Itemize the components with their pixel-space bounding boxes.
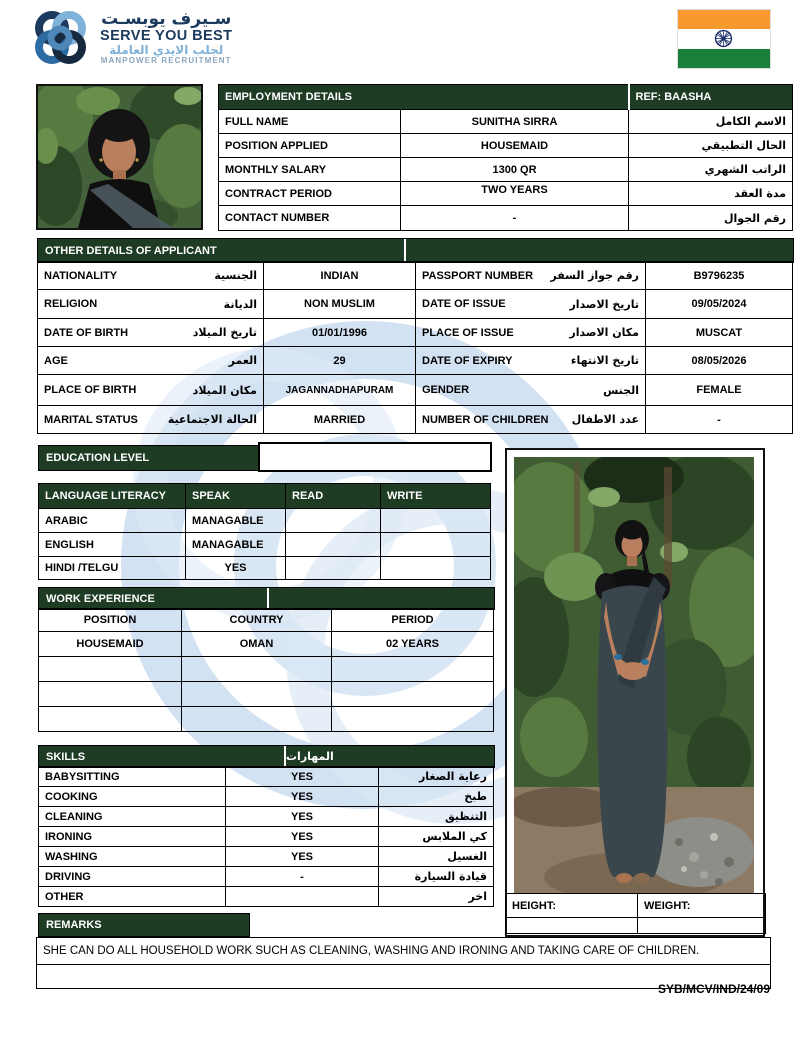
table-row (39, 847, 494, 867)
read-value (286, 557, 381, 580)
table-row (38, 347, 793, 375)
skills-header (38, 745, 495, 768)
table-row (39, 767, 494, 787)
table-row (39, 807, 494, 827)
field-value: B9796235 (646, 262, 793, 290)
field-value: 01/01/1996 (264, 319, 416, 347)
table-row (39, 657, 494, 682)
skills-title-arabic: المهارات (286, 750, 334, 763)
skill-label-arabic: قيادة السيارة (379, 867, 494, 887)
column-header: WRITE (381, 484, 491, 509)
skill-label-arabic: طبخ (379, 787, 494, 807)
agency-name-english: SERVE YOU BEST (100, 27, 233, 44)
table-row (219, 110, 793, 134)
skill-label: WASHING (39, 847, 226, 867)
employment-details-table (218, 84, 793, 231)
other-details-title: OTHER DETAILS OF APPLICANT (38, 239, 406, 262)
education-level-title: EDUCATION LEVEL (38, 445, 260, 471)
field-label: DATE OF EXPIRY (422, 354, 513, 367)
table-header-row (39, 609, 494, 632)
country-value (182, 682, 332, 707)
speak-value: MANAGABLE (186, 533, 286, 557)
skill-label: COOKING (39, 787, 226, 807)
field-label-arabic: رقم الجوال (629, 206, 793, 231)
field-label-arabic: الحال التطبيقي (629, 134, 793, 158)
weight-label: WEIGHT: (638, 894, 766, 918)
agency-tagline-english: MANPOWER RECRUITMENT (100, 55, 232, 65)
read-value (286, 533, 381, 557)
field-label: GENDER (422, 384, 470, 396)
field-value: 09/05/2024 (646, 290, 793, 319)
skill-label-arabic: اخر (379, 887, 494, 907)
column-header: SPEAK (186, 484, 286, 509)
table-row (38, 290, 793, 319)
skill-value: YES (226, 767, 379, 787)
skill-label: CLEANING (39, 807, 226, 827)
skill-label: OTHER (39, 887, 226, 907)
agency-name-arabic: سـيرف يوبسـت (101, 8, 232, 29)
height-weight-table (505, 893, 766, 934)
field-value: INDIAN (264, 262, 416, 290)
skill-label-arabic: الغسيل (379, 847, 494, 867)
table-row (506, 894, 766, 918)
speak-value: MANAGABLE (186, 509, 286, 533)
field-label: PASSPORT NUMBER (422, 269, 534, 282)
table-row (38, 262, 793, 290)
language-name: ARABIC (39, 509, 186, 533)
language-literacy-table (38, 483, 491, 580)
height-value (506, 918, 638, 934)
skill-label-arabic: التنظيق (379, 807, 494, 827)
field-label-arabic: الجنس (603, 383, 639, 397)
field-label: NUMBER OF CHILDREN (422, 413, 549, 426)
field-label-arabic: رقم جواز السفر (550, 269, 639, 282)
column-header: LANGUAGE LITERACY (39, 484, 186, 509)
skill-label-arabic: كي الملابس (379, 827, 494, 847)
table-row (38, 319, 793, 347)
remarks-text: SHE CAN DO ALL HOUSEHOLD WORK SUCH AS CLEANING, WASHING AND IRONING AND TAKING CARE OF CHILDREN. (37, 938, 771, 965)
field-value: - (401, 206, 629, 231)
agency-tagline-arabic: لجلب الايدي العاملة (109, 43, 224, 58)
table-row (39, 707, 494, 732)
field-value: MARRIED (264, 406, 416, 434)
field-label: CONTACT NUMBER (219, 206, 401, 231)
knot-logo-icon (28, 6, 92, 70)
field-label: PLACE OF BIRTH (44, 384, 137, 396)
field-label-arabic: الاسم الكامل (629, 110, 793, 134)
skill-value: YES (226, 827, 379, 847)
weight-value (638, 918, 766, 934)
period-value (332, 682, 494, 707)
field-label-arabic: تاريخ الميلاد (192, 326, 257, 339)
write-value (381, 533, 491, 557)
table-row (219, 134, 793, 158)
speak-value: YES (186, 557, 286, 580)
field-value: 1300 QR (401, 158, 629, 182)
field-value: FEMALE (646, 375, 793, 406)
position-value (39, 682, 182, 707)
field-label-arabic: تاريخ الاصدار (569, 297, 639, 311)
applicant-fullbody-photo-frame (505, 448, 765, 937)
skill-value: - (226, 867, 379, 887)
applicant-headshot-photo (36, 84, 203, 230)
ashoka-chakra-icon (714, 29, 733, 48)
read-value (286, 509, 381, 533)
field-label-arabic: الراتب الشهري (629, 158, 793, 182)
field-label: NATIONALITY (44, 269, 118, 282)
height-label: HEIGHT: (506, 894, 638, 918)
skill-value: YES (226, 807, 379, 827)
table-row (39, 682, 494, 707)
field-label: MARITAL STATUS (44, 413, 138, 426)
table-row (39, 533, 491, 557)
country-value (182, 657, 332, 682)
write-value (381, 509, 491, 533)
skills-table (38, 766, 494, 907)
table-row (39, 887, 494, 907)
field-label: DATE OF BIRTH (44, 326, 129, 339)
table-row (219, 206, 793, 231)
column-header: POSITION (39, 609, 182, 632)
field-value: SUNITHA SIRRA (401, 110, 629, 134)
skill-value: YES (226, 787, 379, 807)
field-label: DATE OF ISSUE (422, 298, 506, 310)
write-value (381, 557, 491, 580)
table-row (38, 375, 793, 406)
field-label: RELIGION (44, 298, 98, 310)
field-value: HOUSEMAID (401, 134, 629, 158)
table-row (37, 938, 771, 965)
field-label-arabic: مكان الاصدار (569, 326, 639, 339)
period-value: 02 YEARS (332, 632, 494, 657)
field-label-arabic: مدة العقد (629, 182, 793, 206)
table-row (219, 182, 793, 206)
skill-label-arabic: رعاية الصغار (379, 767, 494, 787)
flag-saffron-band (678, 10, 770, 29)
table-row (39, 867, 494, 887)
field-label: POSITION APPLIED (219, 134, 401, 158)
skill-label: BABYSITTING (39, 767, 226, 787)
field-label: PLACE OF ISSUE (422, 326, 514, 339)
skill-value (226, 887, 379, 907)
remarks-title: REMARKS (38, 913, 250, 937)
applicant-fullbody-photo (514, 457, 754, 893)
flag-white-band (678, 29, 770, 48)
field-value: 08/05/2026 (646, 347, 793, 375)
agency-logo (28, 6, 232, 70)
language-name: HINDI /TELGU (39, 557, 186, 580)
field-label-arabic: الحالة الاجتماعية (167, 413, 257, 426)
field-value: TWO YEARS (401, 182, 629, 206)
field-value: - (646, 406, 793, 434)
field-label: CONTRACT PERIOD (219, 182, 401, 206)
field-label-arabic: العمر (228, 354, 257, 367)
other-details-table (37, 261, 793, 434)
position-value (39, 657, 182, 682)
skill-value: YES (226, 847, 379, 867)
language-name: ENGLISH (39, 533, 186, 557)
skills-title: SKILLS (39, 746, 286, 767)
skill-label: DRIVING (39, 867, 226, 887)
work-experience-header (38, 587, 495, 610)
document-reference-code: SYB/MCV/IND/24/09 (657, 982, 770, 996)
field-value: 29 (264, 347, 416, 375)
table-row (39, 509, 491, 533)
field-label-arabic: الجنسية (214, 269, 257, 282)
column-header: READ (286, 484, 381, 509)
field-label: FULL NAME (219, 110, 401, 134)
education-level-value (258, 442, 492, 472)
table-row (39, 787, 494, 807)
country-value (182, 707, 332, 732)
work-experience-title: WORK EXPERIENCE (39, 588, 269, 609)
table-row (219, 158, 793, 182)
field-label-arabic: مكان الميلاد (192, 383, 257, 397)
other-details-header (37, 238, 794, 263)
ref-code-label: REF: BAASHA (629, 85, 793, 110)
field-label-arabic: تاريخ الانتهاء (570, 354, 639, 367)
country-value: OMAN (182, 632, 332, 657)
period-value (332, 657, 494, 682)
column-header: COUNTRY (182, 609, 332, 632)
table-row (38, 406, 793, 434)
field-label: MONTHLY SALARY (219, 158, 401, 182)
field-label-arabic: عدد الاطفال (571, 413, 639, 426)
table-row (506, 918, 766, 934)
field-value: NON MUSLIM (264, 290, 416, 319)
period-value (332, 707, 494, 732)
field-value: JAGANNADHAPURAM (264, 375, 416, 406)
table-header-row (39, 484, 491, 509)
table-row (39, 827, 494, 847)
table-row (39, 557, 491, 580)
field-value: MUSCAT (646, 319, 793, 347)
field-label-arabic: الديانة (223, 297, 257, 311)
skill-label: IRONING (39, 827, 226, 847)
column-header: PERIOD (332, 609, 494, 632)
employment-details-title: EMPLOYMENT DETAILS (219, 85, 629, 110)
field-label: AGE (44, 354, 68, 367)
flag-green-band (678, 49, 770, 68)
position-value (39, 707, 182, 732)
india-flag (678, 10, 770, 68)
work-experience-table (38, 608, 494, 732)
position-value: HOUSEMAID (39, 632, 182, 657)
table-row (39, 632, 494, 657)
